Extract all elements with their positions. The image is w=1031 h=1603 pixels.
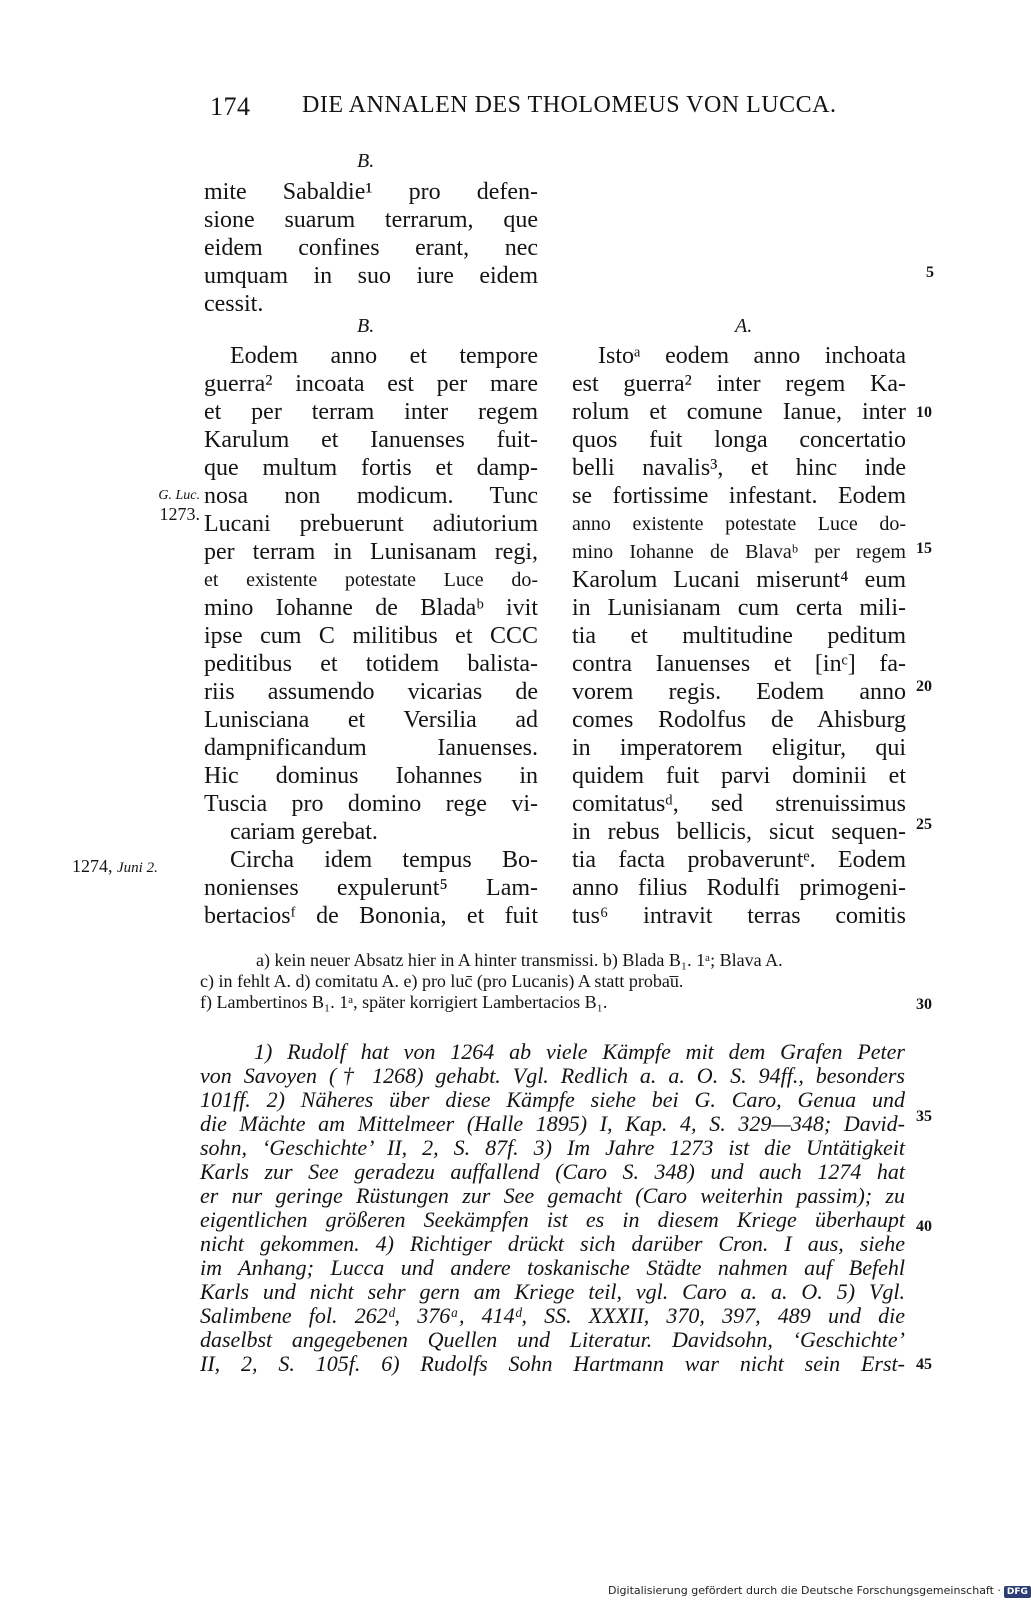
text-line: mino Iohanne de Blavaᵇ per regem [572,541,906,563]
text-line: quidem fuit parvi dominii et [572,763,906,789]
margin-date-day: Juni 2. [117,860,158,876]
text-line: tia facta probaveruntᵉ. Eodem [572,847,906,873]
text-line: mino Iohanne de Bladaᵇ ivit [204,595,538,621]
text-line: et per terram inter regem [204,399,538,425]
text-line: tus⁶ intravit terras comitis [572,903,906,929]
text-line: dampnificandum Ianuenses. [204,735,538,761]
line-number: 30 [916,996,932,1013]
text-line: guerra² incoata est per mare [204,371,538,397]
footnote-line: von Savoyen († 1268) gehabt. Vgl. Redlich a. a. O. S. 94ff., besonders [200,1063,905,1088]
footnote-line: sohn, ‘Geschichte’ II, 2, S. 87f. 3) Im Jahre 1273 ist die Untätigkeit [200,1135,905,1160]
footnotes [200,1040,905,1376]
text-line: nosa non modicum. Tunc [204,483,538,509]
margin-source-year: 1273. [159,504,200,524]
text-line: Karulum et Ianuenses fuit- [204,427,538,453]
running-header [210,92,850,126]
margin-date-year: 1274, [72,856,113,876]
text-line: in imperatorem eligitur, qui [572,735,906,761]
text-line: nonienses expulerunt⁵ Lam- [204,875,538,901]
footnote-line: im Anhang; Lucca und andere toskanische Städte nahmen auf Befehl [200,1255,905,1280]
text-line: comitatusᵈ, sed strenuissimus [572,791,906,817]
text-line: mite Sabaldie¹ pro defen- [204,179,538,205]
dfg-logo: DFG [1004,1586,1031,1598]
text-line: que multum fortis et damp- [204,455,538,481]
line-number: 15 [916,540,932,557]
top-siglum: B. [357,150,375,172]
running-title: DIE ANNALEN DES THOLOMEUS VON LUCCA. [302,92,837,118]
footnote-line: Karls zur See geradezu auffallend (Caro S. 348) und auch 1274 hat [200,1159,905,1184]
footnote-line: 1) Rudolf hat von 1264 ab viele Kämpfe mit dem Grafen Peter [254,1039,905,1064]
page-number: 174 [210,92,251,121]
text-line: Hic dominus Iohannes in [204,763,538,789]
text-line: comes Rodolfus de Ahisburg [572,707,906,733]
note-line: c) in fehlt A. d) comitatu A. e) pro luc̄ (pro Lucanis) A statt probau̅. [200,971,684,991]
footnote-line: er nur geringe Rüstungen zur See gemacht (Caro weiterhin passim); zu [200,1183,905,1208]
text-line: Eodem anno et tempore [230,343,538,369]
text-line: se fortissime infestant. Eodem [572,483,906,509]
line-number: 5 [926,264,934,281]
text-line: riis assumendo vicarias de [204,679,538,705]
text-line: cessit. [204,291,264,317]
text-line: umquam in suo iure eidem [204,263,538,289]
text-line: in rebus bellicis, sicut sequen- [572,819,906,845]
text-line: rolum et comune Ianue, inter [572,399,906,425]
text-line: Lunisciana et Versilia ad [204,707,538,733]
text-line: vorem regis. Eodem anno [572,679,906,705]
margin-date [72,856,158,877]
footnote-line: Karls und nicht sehr gern am Kriege teil, vgl. Caro a. a. O. 5) Vgl. [200,1279,905,1304]
column-b-siglum: B. [357,315,375,337]
text-line: Karolum Lucani miserunt⁴ eum [572,567,906,593]
text-line: Istoᵃ eodem anno inchoata [598,343,906,369]
footnote-line: die Mächte am Mittelmeer (Halle 1895) I, Kap. 4, S. 329—348; David- [200,1111,905,1136]
text-line: peditibus et totidem balista- [204,651,538,677]
line-number: 20 [916,678,932,695]
top-block [204,178,538,318]
text-line: Lucani prebuerunt adiutorium [204,511,538,537]
column-b [204,342,538,930]
line-number: 25 [916,816,932,833]
text-line: quos fuit longa concertatio [572,427,906,453]
digitization-credit [608,1584,1031,1598]
text-line: cariam gerebat. [230,819,378,845]
footnote-line: eigentlichen größeren Seekämpfen ist es in diesem Kriege überhaupt [200,1207,905,1232]
line-number: 45 [916,1356,932,1373]
column-a [572,342,906,930]
text-line: Tuscia pro domino rege vi- [204,791,538,817]
text-line: per terram in Lunisanam regi, [204,539,538,565]
text-line: anno filius Rodulfi primogeni- [572,875,906,901]
text-line: ipse cum C militibus et CCC [204,623,538,649]
text-line: eidem confines erant, nec [204,235,538,261]
line-number: 40 [916,1218,932,1235]
textual-notes [200,950,905,1013]
footnote-line: nicht gekommen. 4) Richtiger drückt sich darüber Cron. I aus, siehe [200,1231,905,1256]
text-line: tia et multitudine peditum [572,623,906,649]
text-line: bertaciosᶠ de Bononia, et fuit [204,903,538,929]
note-line: a) kein neuer Absatz hier in A hinter transmissi. b) Blada B₁. 1ᵃ; Blava A. [256,950,783,970]
column-a-siglum: A. [735,315,753,337]
text-line: in Lunisianam cum certa mili- [572,595,906,621]
text-line: contra Ianuenses et [inᶜ] fa- [572,651,906,677]
text-line: Circha idem tempus Bo- [230,847,538,873]
note-line: f) Lambertinos B₁. 1ᵃ, später korrigiert Lambertacios B₁. [200,992,608,1012]
text-line: et existente potestate Luce do- [204,569,538,591]
text-line: sione suarum terrarum, que [204,207,538,233]
footnote-line: daselbst angegebenen Quellen und Literatur. Davidsohn, ‘Geschichte’ [200,1327,905,1352]
margin-source-ref: G. Luc. [158,488,200,503]
line-number: 35 [916,1108,932,1125]
text-line: belli navalis³, et hinc inde [572,455,906,481]
footnote-line: II, 2, S. 105f. 6) Rudolfs Sohn Hartmann war nicht sein Erst- [200,1351,905,1376]
credit-text: Digitalisierung gefördert durch die Deutsche Forschungsgemeinschaft · [608,1584,1001,1597]
line-number: 10 [916,404,932,421]
footnote-line: Salimbene fol. 262ᵈ, 376ᵃ, 414ᵈ, SS. XXXII, 370, 397, 489 und die [200,1303,905,1328]
text-line: anno existente potestate Luce do- [572,513,906,535]
text-line: est guerra² inter regem Ka- [572,371,906,397]
footnote-line: 101ff. 2) Näheres über diese Kämpfe siehe bei G. Caro, Genua und [200,1087,905,1112]
